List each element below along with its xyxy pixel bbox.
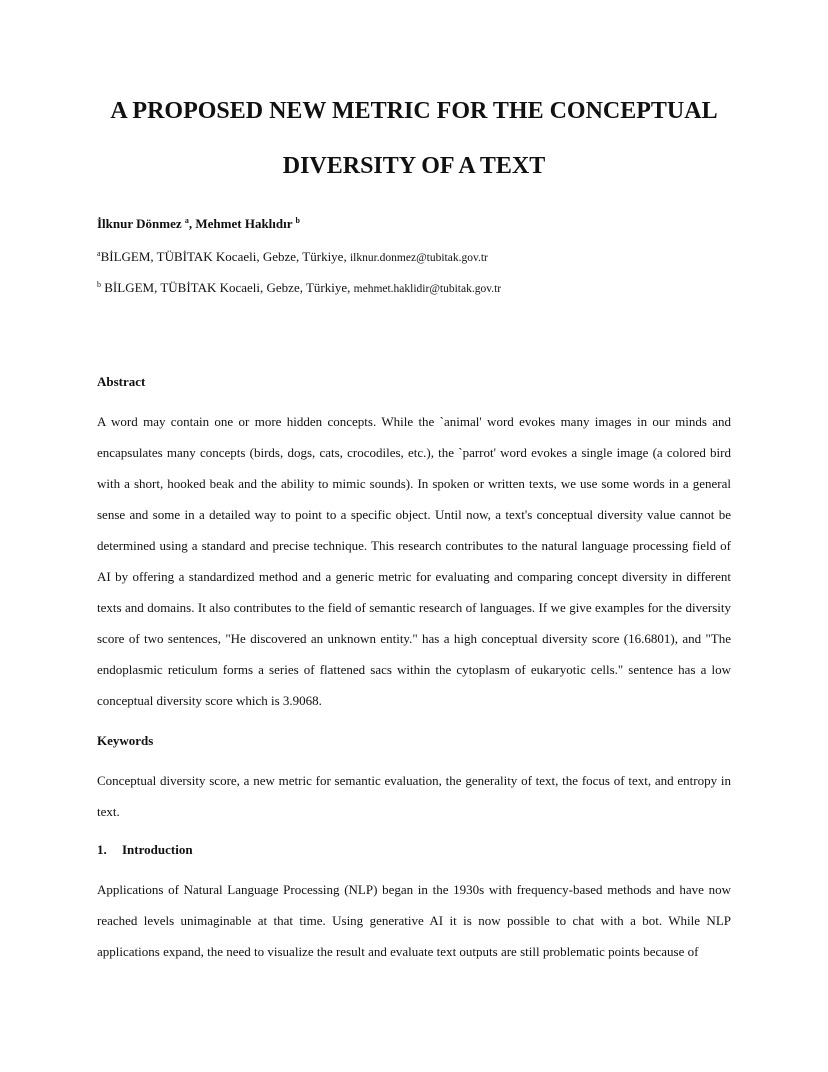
author-affiliation-mark: b [295, 216, 300, 225]
introduction-text: Applications of Natural Language Processing (NLP) began in the 1930s with frequency-based methods and have now reached levels unimaginable at that time. Using generative AI it is now possible to chat with a bot. While NLP applications expand, the need to visualize the result and evaluate text outputs are still problematic points because of [97, 882, 731, 959]
author-email-link[interactable]: mehmet.haklidir@tubitak.gov.tr [353, 283, 502, 295]
paper-title-line-1: A PROPOSED NEW METRIC FOR THE CONCEPTUAL [110, 98, 718, 124]
author-name: Mehmet Haklıdır [195, 216, 293, 231]
author-email-link[interactable]: ilknur.donmez@tubitak.gov.tr [349, 252, 488, 264]
affiliation-text: BİLGEM, TÜBİTAK Kocaeli, Gebze, Türkiye, [104, 280, 354, 295]
abstract-text: A word may contain one or more hidden concepts. While the `animal' word evokes many images in our minds and encapsulates many concepts (birds, dogs, cats, crocodiles, etc.), the `parrot' word evokes a single image (a colored bird with a short, hooked beak and the ability to mimic sounds). In spoken or written texts, we use some words in a general sense and some in a detailed way to point to a specific object. Until now, a text's conceptual diversity value cannot be determined using a standard and precise technique. This research contributes to the natural language processing field of AI by offering a standardized method and a generic metric for evaluating and comparing concept diversity in different texts and domains. It also contributes to the field of semantic research of languages. If we give examples for the diversity score of two sentences, "He discovered an unknown entity." has a high conceptual diversity score (16.6801), and "The endoplasmic reticulum forms a series of flattened sacs within the cytoplasm of eukaryotic cells." sentence has a low conceptual diversity score which is 3.9068. [97, 414, 731, 708]
author-list: İlknur Dönmez $^a$, Mehmet Haklıdır $^b$ [97, 216, 300, 231]
section-title: Introduction [122, 842, 193, 857]
affiliation-mark: b [97, 280, 101, 289]
affiliation-b [97, 280, 501, 296]
section-number: 1. [97, 842, 107, 857]
affiliation-text: BİLGEM, TÜBİTAK Kocaeli, Gebze, Türkiye, [100, 249, 350, 264]
author-name: İlknur Dönmez [97, 216, 182, 231]
section-heading-introduction [97, 842, 193, 858]
abstract-heading: Abstract [97, 374, 146, 389]
affiliation-mark: a [97, 249, 101, 258]
keywords-heading: Keywords [97, 733, 154, 748]
affiliation-a [97, 249, 488, 265]
keywords-text: Conceptual diversity score, a new metric for semantic evaluation, the generality of text, the focus of text, and entropy in text. [97, 773, 731, 819]
paper-title-line-2: DIVERSITY OF A TEXT [282, 153, 546, 179]
author-affiliation-mark: a [184, 216, 189, 225]
